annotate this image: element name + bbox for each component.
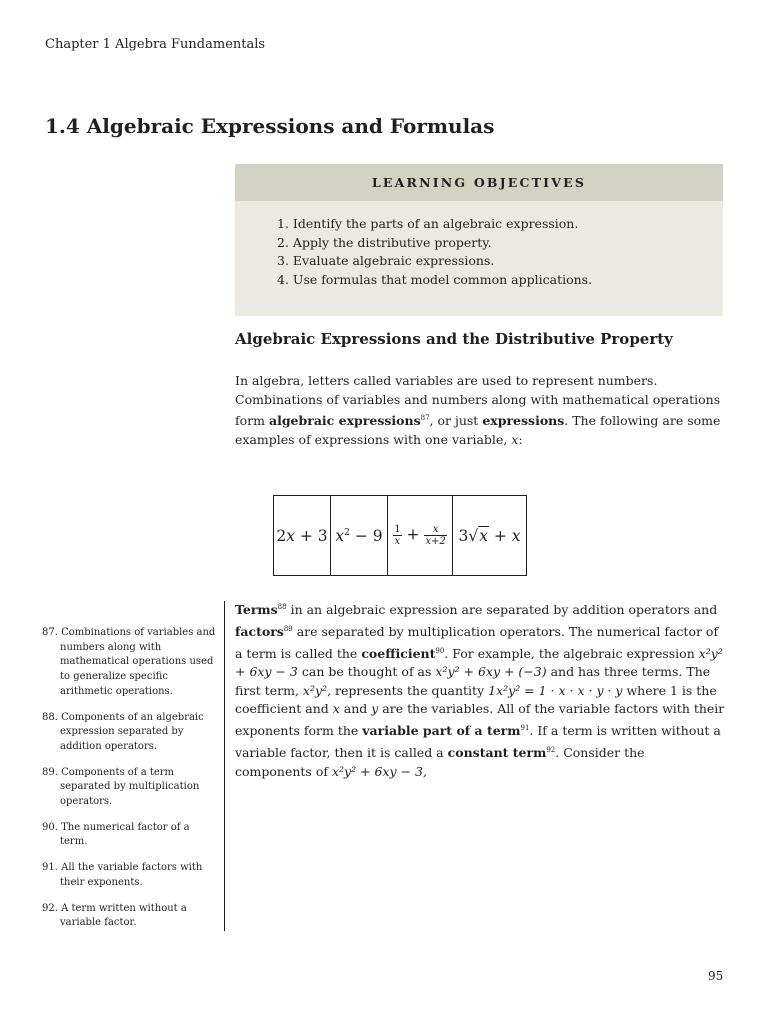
text-run: where 1 is the coefficient and [235,682,717,717]
math-text: + [401,525,425,544]
math-expression: x²y² + 6xy + (−3) [435,664,547,680]
footnote-text: A term written without a variable factor. [60,902,187,929]
text-run: . For example, the algebraic expression [444,645,699,661]
term-algebraic-expressions: algebraic expressions [268,413,421,429]
text-run: . The following are some examples of expressions with one variable, [235,413,721,447]
footnote-item [42,902,217,931]
term-coefficient: coefficient [361,645,436,661]
objective-item [277,215,723,234]
page-number: 95 [708,969,724,983]
footnote-number: 88. [42,711,58,723]
math-expression: x²y² + 6xy − 3, [331,763,427,779]
expression-examples-table [273,495,527,576]
denominator: x [394,536,401,547]
sidebar-divider [224,601,225,931]
objective-text: Identify the parts of an algebraic expression. [292,216,579,231]
objective-number: 1. [277,216,289,231]
footnote-ref: 90 [435,646,445,655]
text-run: and [339,701,372,717]
example-expression [388,496,453,576]
footnote-item [42,711,217,755]
objective-text: Apply the distributive property. [292,234,492,250]
math-variable: y [371,701,379,717]
text-run: . Consider the components of [235,744,645,779]
text-run: In algebra, letters called variables are used to represent numbers. Combinations of variables and numbers along with mathematical operations form [235,373,721,429]
term-constant-term: constant term [447,744,547,760]
objective-item [277,234,723,253]
term-terms: Terms [235,602,278,618]
math-exponent: 2 [344,527,350,538]
math-expression: 1x²y² = 1 · x · x · y · y [488,682,623,698]
objective-number: 4. [277,271,289,287]
denominator: x+2 [425,536,446,547]
footnote-text: The numerical factor of a term. [60,821,190,848]
subsection-title: Algebraic Expressions and the Distributive Property [235,330,673,348]
footnote-ref: 89 [283,624,293,633]
fraction [393,524,401,547]
math-variable: x [286,526,295,545]
text-run: are the variables. All of the variable factors with their exponents form the [235,701,725,739]
objective-number: 2. [277,234,289,250]
learning-objectives-list [235,215,723,289]
fraction [424,524,446,547]
math-text: − 9 [349,526,383,545]
text-run: and has three terms. The first term, [235,664,711,698]
math-number: 3 [458,526,469,545]
learning-objectives-heading: LEARNING OBJECTIVES [235,164,723,201]
numerator: 1 [394,524,401,535]
text-run: are separated by multiplication operators. The numerical factor of a term is called the [235,623,719,661]
math-text: + 3 [294,526,328,545]
footnote-number: 87. [42,627,58,638]
footnote-ref: 87 [420,414,430,423]
intro-paragraph [235,372,725,450]
text-run: : [518,431,523,447]
example-expression [453,496,527,576]
text-run: , or just [429,413,483,429]
footnote-ref: 91 [520,724,530,733]
footnote-ref: 88 [277,603,287,611]
footnote-number: 90. [42,821,58,833]
math-variable: x [335,526,345,545]
footnote-text: Combinations of variables and numbers along with mathematical operations used to generalize specific arithmetic operations. [60,627,216,697]
footnote-number: 91. [42,862,58,874]
objective-number: 3. [277,253,289,268]
footnote-text: All the variable factors with their exponents. [60,862,203,888]
math-number: 2 [276,526,287,545]
radical-sign: √ [468,526,479,545]
footnote-item [42,766,217,810]
example-expression [274,496,331,576]
learning-objectives-box [235,164,723,316]
table-row [274,496,527,576]
text-run: . If a term is written without a variable factor, then it is called a [235,723,721,760]
footnote-ref: 92 [546,745,556,754]
footnote-item [42,861,217,890]
numerator: x [424,524,446,536]
math-variable: x [332,701,340,717]
math-expression: x²y² [302,682,328,698]
objective-item [277,271,723,290]
footnote-text: Components of a term separated by multiplication operators. [60,766,200,808]
margin-footnotes [42,626,217,942]
math-variable: x [511,526,521,545]
math-variable: x [511,431,519,447]
math-text: + [488,526,512,545]
objective-item [277,252,723,271]
objective-text: Use formulas that model common applications. [292,271,593,287]
text-run: can be thought of as [297,664,436,680]
term-expressions: expressions [482,413,565,429]
running-head: Chapter 1 Algebra Fundamentals [45,37,266,52]
footnote-item [42,821,217,850]
radicand: x [479,526,488,545]
math-expression: x²y² + 6xy − 3 [235,645,723,680]
footnote-number: 92. [42,902,58,914]
terms-paragraph [235,598,725,781]
footnote-text: Components of an algebraic expression separated by addition operators. [60,711,204,752]
section-title: 1.4 Algebraic Expressions and Formulas [45,114,495,138]
text-run: in an algebraic expression are separated by addition operators and [286,602,718,618]
term-variable-part: variable part of a term [362,723,521,739]
term-factors: factors [235,623,284,639]
objective-text: Evaluate algebraic expressions. [292,253,495,268]
text-run: , represents the quantity [327,682,489,698]
example-expression [331,496,388,576]
footnote-number: 89. [42,766,58,778]
footnote-item [42,626,217,700]
